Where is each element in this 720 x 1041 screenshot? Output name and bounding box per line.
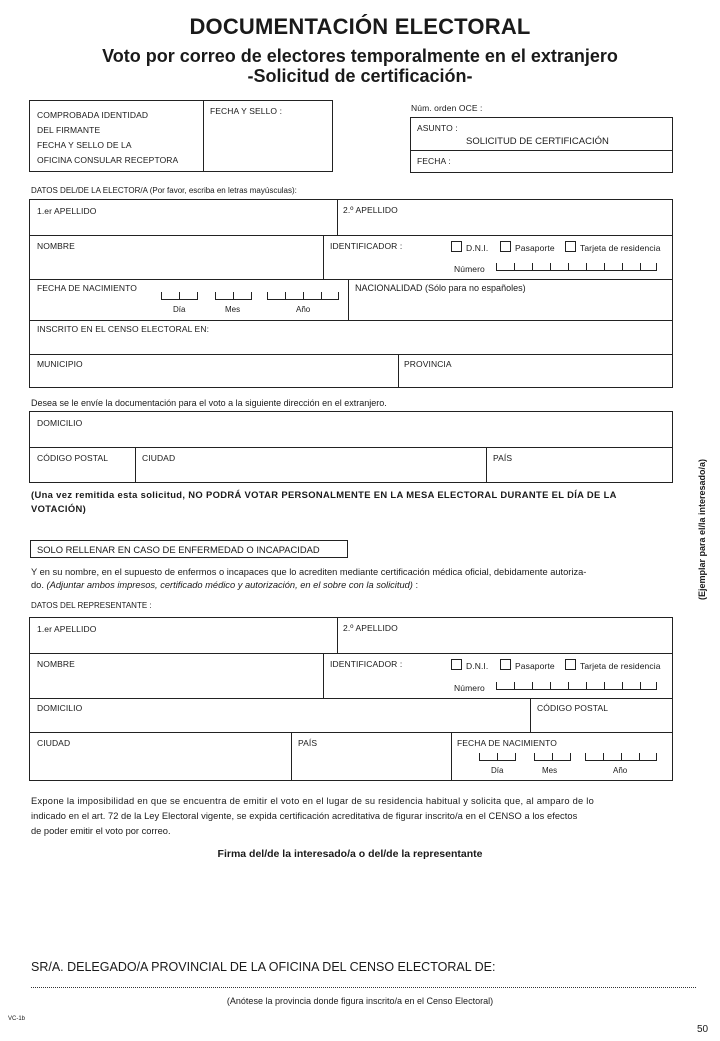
rep-number-field[interactable]: [496, 683, 657, 690]
rep-passport-label: Pasaporte: [515, 661, 555, 671]
rep-residence-card-checkbox[interactable]: [565, 659, 576, 670]
signature-label: Firma del/de la interesado/a o del/de la representante: [217, 848, 483, 860]
elector-identifier-label: IDENTIFICADOR :: [330, 241, 403, 251]
rep-city-label: CIUDAD: [37, 738, 71, 748]
elector-nationality-label: NACIONALIDAD (Sólo para no españoles): [355, 283, 526, 293]
elector-residence-card-checkbox[interactable]: [565, 241, 576, 252]
rep-birth-month-field[interactable]: [534, 754, 571, 761]
rep-birth-year-field[interactable]: [585, 754, 657, 761]
elector-number-field[interactable]: [496, 264, 657, 271]
municipality-label: MUNICIPIO: [37, 359, 83, 369]
elector-passport-checkbox[interactable]: [500, 241, 511, 252]
rep-identifier-label: IDENTIFICADOR :: [330, 659, 403, 669]
declaration-line-1: Expone la imposibilidad en que se encuentra de emitir el voto en el lugar de su residencia habitual y solicita que, al amparo de lo: [31, 796, 594, 806]
elector-year-label: Año: [296, 305, 311, 314]
rep-surname1-label: 1.er APELLIDO: [37, 624, 97, 634]
illness-text-2b: (Adjuntar ambos impresos, certificado médico y autorización, en el sobre con la solicitud): [46, 580, 413, 590]
office-line-4: OFICINA CONSULAR RECEPTORA: [37, 155, 179, 165]
address-country-label: PAÍS: [493, 453, 513, 463]
elector-month-label: Mes: [225, 305, 241, 314]
elector-day-label: Día: [173, 305, 186, 314]
elector-data-box: [29, 199, 673, 388]
elector-number-label: Número: [454, 264, 485, 274]
rep-country-label: PAÍS: [298, 738, 318, 748]
page-number: 50: [697, 1024, 709, 1035]
form-code: VC-1b: [8, 1016, 26, 1022]
rep-dni-checkbox[interactable]: [451, 659, 462, 670]
rep-birth-day-field[interactable]: [479, 754, 516, 761]
province-dotted-line[interactable]: [31, 987, 696, 988]
illness-label: SOLO RELLENAR EN CASO DE ENFERMEDAD O INCAPACIDAD: [37, 544, 320, 555]
address-intro: Desea se le envíe la documentación para el voto a la siguiente dirección en el extranjero.: [31, 398, 387, 408]
census-label: INSCRITO EN EL CENSO ELECTORAL EN:: [37, 324, 210, 334]
declaration-line-3: de poder emitir el voto por correo.: [31, 826, 171, 836]
copy-side-label: (Ejemplar para el/la interesado/a): [697, 458, 707, 600]
rep-month-label: Mes: [542, 766, 558, 775]
form-subtitle-request: -Solicitud de certificación-: [247, 66, 473, 86]
rep-day-label: Día: [491, 766, 504, 775]
rep-year-label: Año: [613, 766, 628, 775]
address-city-label: CIUDAD: [142, 453, 176, 463]
elector-passport-label: Pasaporte: [515, 243, 555, 253]
elector-residence-card-label: Tarjeta de residencia: [580, 243, 661, 253]
representative-box: [29, 617, 673, 781]
addressee-label: SR/A. DELEGADO/A PROVINCIAL DE LA OFICINA DEL CENSO ELECTORAL DE:: [31, 960, 496, 974]
office-line-1: COMPROBADA IDENTIDAD: [37, 110, 149, 120]
address-postal-code-label: CÓDIGO POSTAL: [37, 453, 109, 463]
illness-text-1: Y en su nombre, en el supuesto de enfermos o incapaces que lo acrediten mediante certificación médica oficial, debidamente autoriza-: [31, 567, 587, 577]
form-title: DOCUMENTACIÓN ELECTORAL: [189, 14, 531, 39]
consular-office-box: [29, 100, 333, 172]
province-label: PROVINCIA: [404, 359, 452, 369]
oce-order-label: Núm. orden OCE :: [411, 103, 483, 113]
warning-line-1: (Una vez remitida esta solicitud, NO PODRÁ VOTAR PERSONALMENTE EN LA MESA ELECTORAL DURANTE EL DÍA DE LA: [31, 489, 617, 500]
rep-passport-checkbox[interactable]: [500, 659, 511, 670]
rep-postal-code-label: CÓDIGO POSTAL: [537, 703, 609, 713]
rep-birth-date-label: FECHA DE NACIMIENTO: [457, 738, 557, 748]
rep-dni-label: D.N.I.: [466, 661, 489, 671]
rep-residence-card-label: Tarjeta de residencia: [580, 661, 661, 671]
illness-text-2a: do.: [31, 580, 44, 590]
elector-name-label: NOMBRE: [37, 241, 75, 251]
illness-text-2c: :: [415, 580, 419, 590]
office-line-3: FECHA Y SELLO DE LA: [37, 140, 132, 150]
rep-domicile-label: DOMICILIO: [37, 703, 83, 713]
elector-birth-date-label: FECHA DE NACIMIENTO: [37, 283, 137, 293]
address-domicile-label: DOMICILIO: [37, 418, 83, 428]
stamp-label: FECHA Y SELLO :: [210, 106, 283, 116]
elector-dni-checkbox[interactable]: [451, 241, 462, 252]
elector-surname1-label: 1.er APELLIDO: [37, 206, 97, 216]
illness-box: [30, 540, 348, 558]
representative-section-label: DATOS DEL REPRESENTANTE :: [31, 601, 152, 610]
rep-surname2-label: 2.º APELLIDO: [343, 623, 398, 633]
elector-birth-month-field[interactable]: [215, 293, 252, 300]
form-subtitle: Voto por correo de electores temporalmente en el extranjero: [102, 46, 618, 66]
rep-name-label: NOMBRE: [37, 659, 75, 669]
elector-birth-day-field[interactable]: [161, 293, 198, 300]
province-note: (Anótese la provincia donde figura inscrito/a en el Censo Electoral): [226, 996, 494, 1006]
rep-number-label: Número: [454, 683, 485, 693]
declaration-line-2: indicado en el art. 72 de la Ley Electoral vigente, se expida certificación acreditativa de figurar inscrito/a en el CENSO a los efectos: [31, 811, 578, 821]
illness-text-2: [31, 580, 418, 590]
date-label: FECHA :: [417, 156, 451, 166]
elector-section-label: DATOS DEL/DE LA ELECTOR/A (Por favor, escriba en letras mayúsculas):: [31, 186, 297, 195]
elector-birth-year-field[interactable]: [267, 293, 339, 300]
warning-line-2: VOTACIÓN): [31, 503, 87, 514]
office-line-2: DEL FIRMANTE: [37, 125, 101, 135]
subject-value: SOLICITUD DE CERTIFICACIÓN: [466, 136, 609, 147]
elector-surname2-label: 2.º APELLIDO: [343, 205, 398, 215]
address-box: [29, 411, 673, 483]
elector-dni-label: D.N.I.: [466, 243, 489, 253]
oce-box: [410, 117, 673, 173]
subject-label: ASUNTO :: [417, 123, 458, 133]
